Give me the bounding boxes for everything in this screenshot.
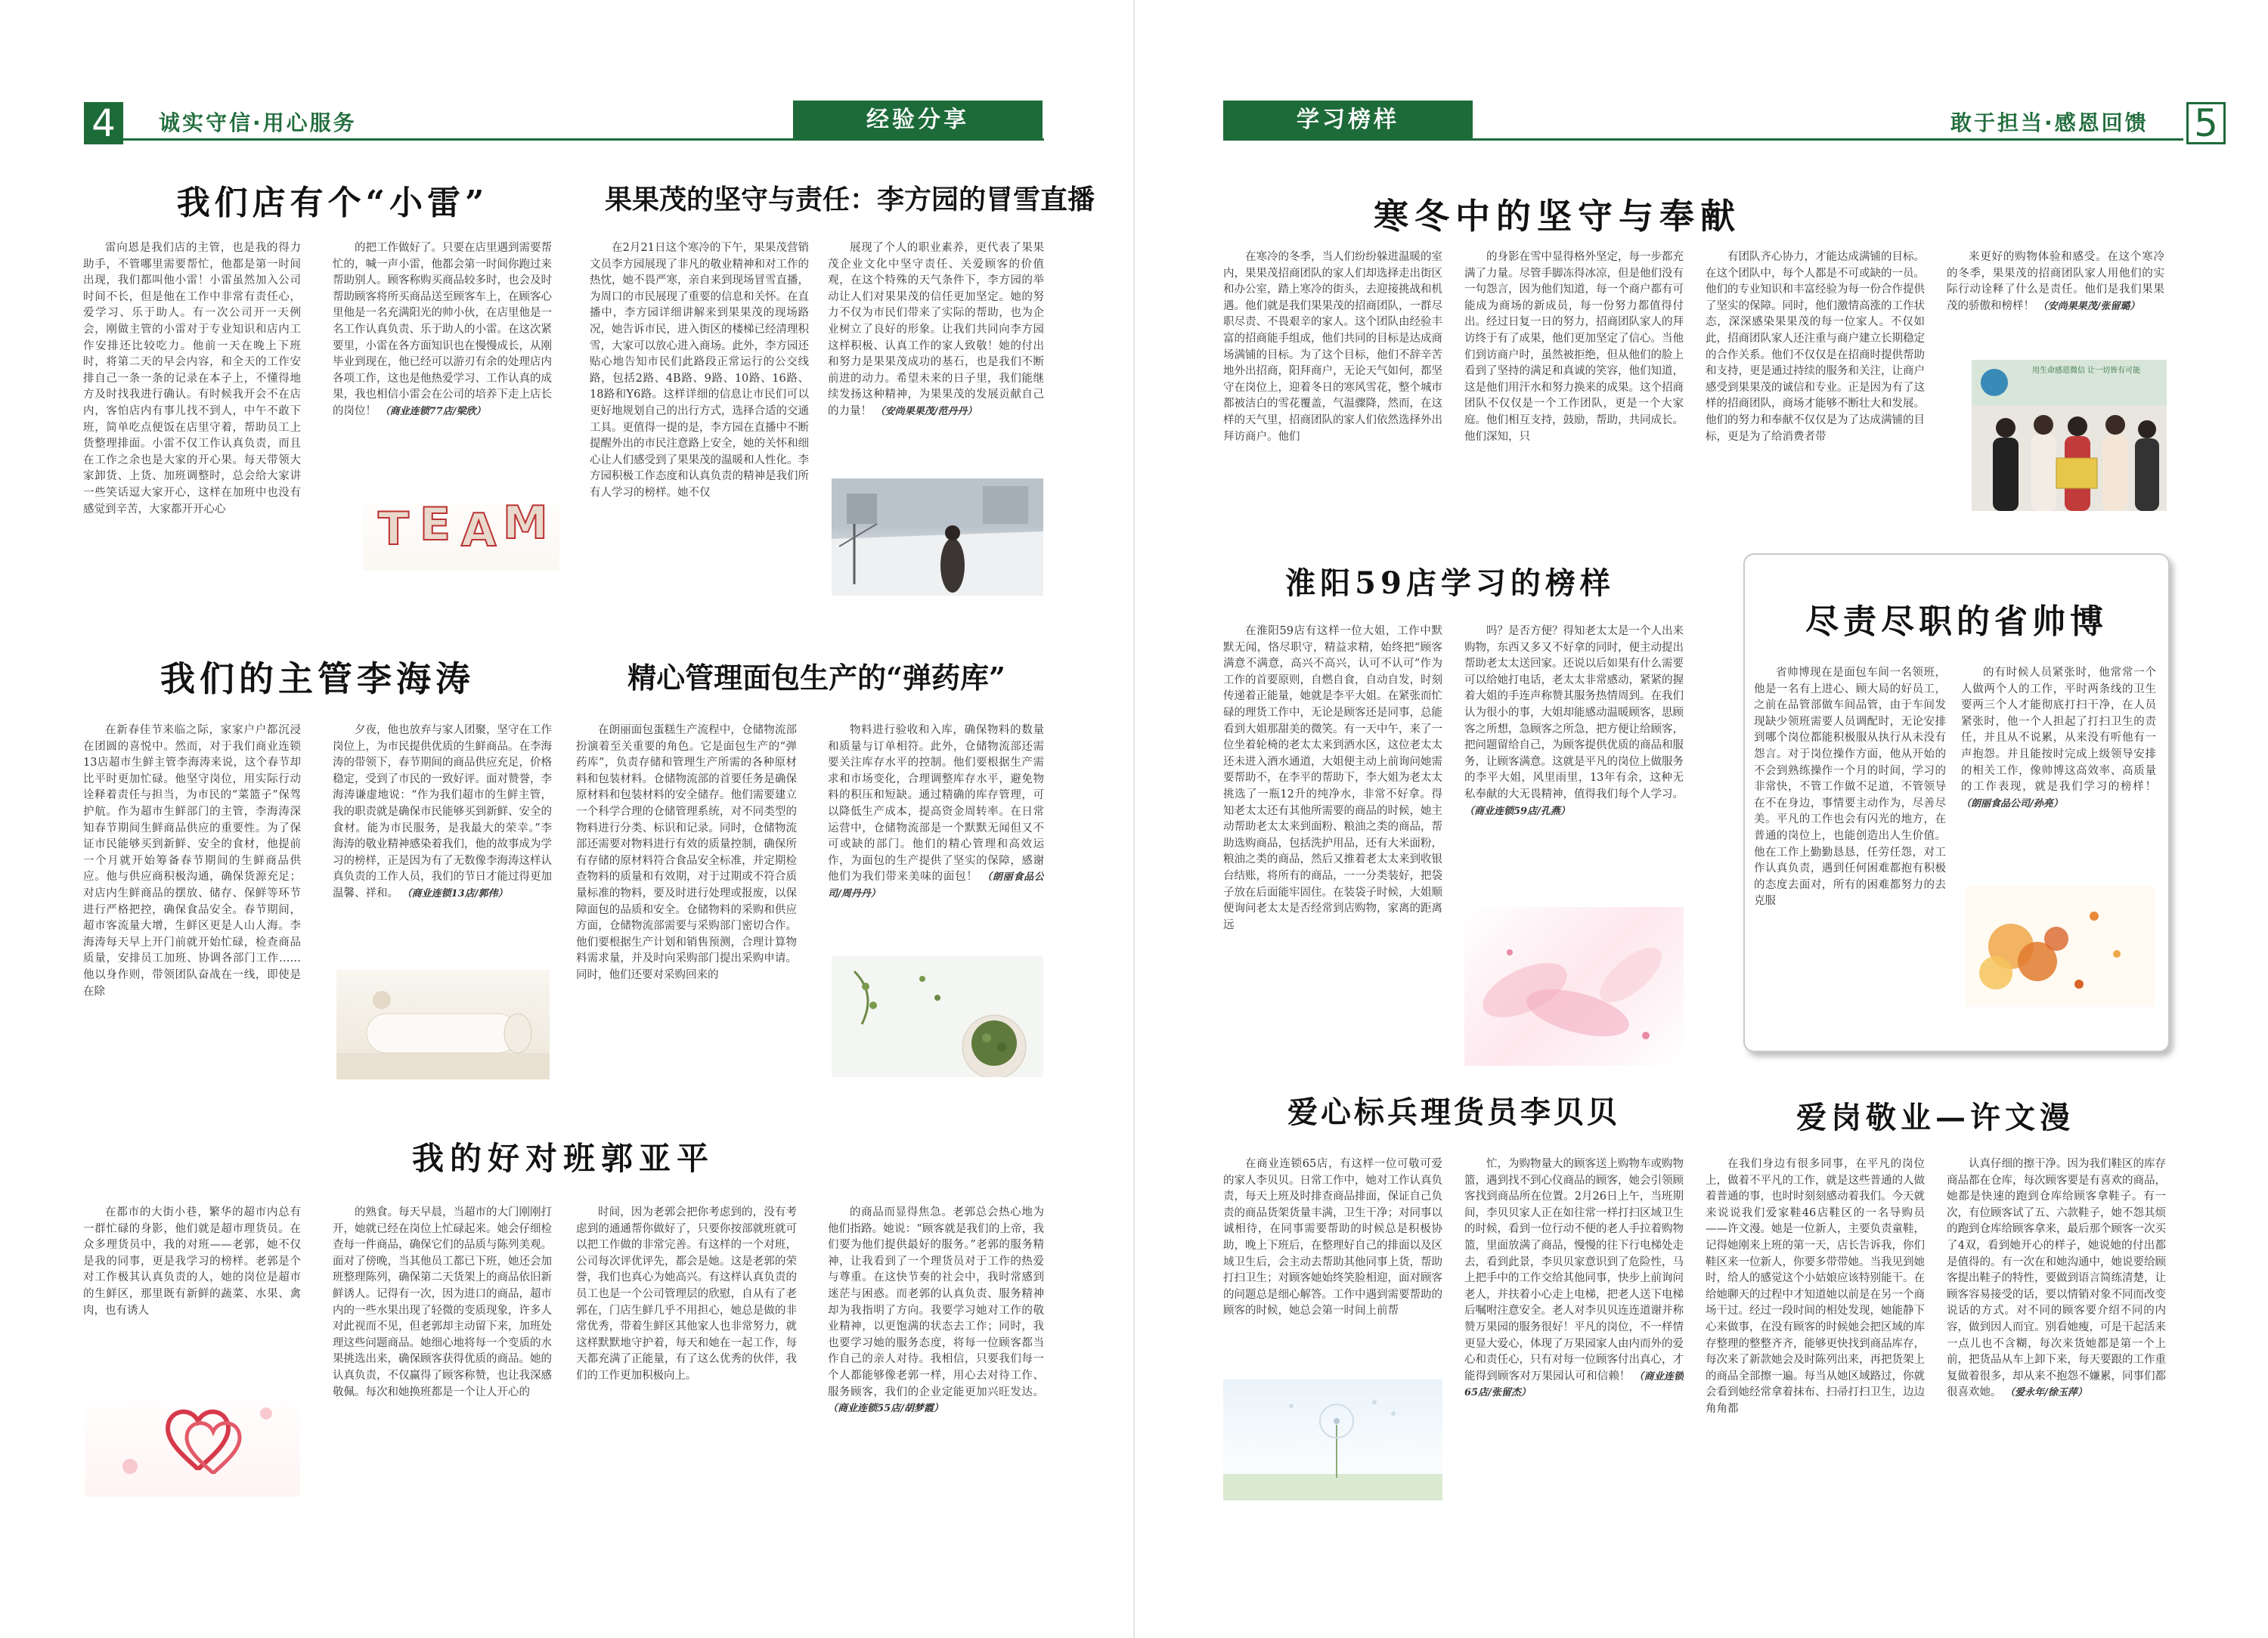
article-byline: （安尚果果茂/范丹丹） xyxy=(875,405,978,417)
page-slogan: 诚实守信·用心服务 xyxy=(159,110,357,135)
article-body: 的有时候人员紧张时，他常常一个人做两个人的工作，平时两条线的卫生要两三个人才能彻底打扫干净，在人员紧张时，他一个人担起了打扫卫生的责任，并且从不说累，从来没有听他有一声抱怨。并且能按时完成上级领导安排的相关工作，像帅博这高效率、高质量的工作表现，就是我们学习的榜样！ xyxy=(1961,667,2156,794)
article-title-guoyaping: 我的好对班郭亚平 xyxy=(411,1140,714,1177)
article-text-xuwenman-col1: 在我们身边有很多同事，在平凡的岗位上，做着不平凡的工作，就是这些普通的人做着普通的事，也时时刻刻感动着我们。今天就来说说我们爱家鞋46店鞋区的一名导购员——许文漫。她是一位新人，主要负责童鞋，记得她刚来上班的第一天，店长告诉我，你们鞋区来一位新人，你要多带带她。当我见到她时，给人的感觉这个小姑娘应该特别能干。在给她聊天的过程中才知道她以前是在另一个商场干过。经过一段时间的相处发现，她能静下心来做事，在没有顾客的时候她会把区域的库存整理的整整齐齐，能够更快找到商品库存，每次来了新款她会及时陈列出来，再把货架上的商品全部擦一遍。每当从她区域路过，你就会看到她经常拿着抹布、扫帚打扫卫生，边边角角都 xyxy=(1706,1158,1925,1415)
article-byline: （商业连锁59店/孔燕） xyxy=(1464,805,1570,817)
team-letter-a: A xyxy=(461,504,497,557)
article-text-guoyaping-col4 xyxy=(828,1205,1044,1500)
team-letters-illustration xyxy=(363,488,559,571)
article-text-lifangyuan-col1: 在2月21日这个寒冷的下午，果果茂营销文员李方园展现了非凡的敬业精神和对工作的热忱，她不畏严寒，亲自来到现场冒雪直播，为周口的市民展现了重要的信息和关怀。在直播中，李方园详细讲解来到果果茂的现场路况，她告诉市民，进入街区的楼梯已经清理积雪，大家可以放心进入商场。此外，李方园还贴心地告知市民们此路段正常运行的公交线路，包括2路、4B路、9路、10路、16路、18路和Y6路。这样详细的信息让市民们可以更好地规划自己的出行方式，选择合适的交通工具。更值得一提的是，李方园在直播中不断提醒外出的市民注意路上安全，她的关怀和细心让人们感受到了果果茂的温暖和人性化。李方园积极工作态度和认真负责的精神是我们所有人学习的榜样。她不仅 xyxy=(590,242,809,499)
article-text-guoyaping-col2: 的熟食。每天早晨，当超市的大门刚刚打开，她就已经在岗位上忙碌起来。她会仔细检查每一件商品，确保它们的品质与陈列美观。面对了傍晚，当其他员工都已下班，她还会加班整理陈列，确保第二天货架上的商品依旧新鲜诱人。记得有一次，因为进口的商品，超市内的一些水果出现了轻微的变质现象，许多人对此视而不见，但老郭却主动留下来，加班处理这些问题商品。她细心地将每一个变质的水果挑选出来，确保顾客获得优质的商品。她的认真负责，不仅赢得了顾客称赞，也让我深感敬佩。每次和她换班都是一个让人开心的 xyxy=(333,1206,552,1398)
article-body: 展现了个人的职业素养，更代表了果果茂企业文化中坚守责任、关爱顾客的价值观，在这个特殊的天气条件下，李方园的举动让人们对果果茂的信任更加坚定。她的努力不仅为市民们带来了实际的帮助，也为企业树立了良好的形象。让我们共同向李方园这样积极、认真工作的家人致敬！她的付出和努力是果果茂成功的基石，也是我们不断前进的动力。希望未来的日子里，我们能继续发扬这种精神，为果果茂的发展贡献自己的力量！ xyxy=(828,242,1044,417)
article-text-libeibei-col2 xyxy=(1464,1157,1684,1504)
article-title-libeibei: 爱心标兵理货员李贝贝 xyxy=(1287,1095,1620,1130)
article-text-guoyaping-col1: 在都市的大街小巷，繁华的超市内总有一群忙碌的身影，他们就是超市理货员。在众多理货员中，我的对班——老郭，她不仅是我的同事，更是我学习的榜样。老郭是个对工作极其认真负责的人，她的岗位是超市的生鲜区，那里既有新鲜的蔬菜、水果、禽肉，也有诱人 xyxy=(83,1206,301,1317)
article-text-lihaitao-col2 xyxy=(333,723,552,965)
herbs-bowl-scene xyxy=(832,956,1043,1077)
article-text-handong-col2: 的身影在雪中显得格外坚定，每一步都充满了力量。尽管手脚冻得冰凉，但是他们没有一句怨言，因为他们知道，每一个商户都有可能成为商场的新成员，每一份努力都值得付出。经过日复一日的努力，招商团队家人的拜访终于有了成果，他们更加坚定了信心。当他们到访商户时，虽然被拒绝，但从他们的脸上看到了坚持的满足和真诚的笑容，他们知道，这是他们用汗水和努力换来的成果。这个招商团队不仅仅是一个工作团队，更是一个大家庭。他们相互支持，鼓励，帮助，共同成长。他们深知，只 xyxy=(1464,251,1684,443)
article-title-handong: 寒冬中的坚守与奉献 xyxy=(1374,196,1741,237)
autumn-leaves-illustration xyxy=(1966,886,2155,1007)
article-byline: （商业连锁13店/郭伟） xyxy=(401,887,508,900)
team-letter-m: M xyxy=(503,497,548,550)
page-5 xyxy=(1134,0,2268,1638)
article-text-lifangyuan-col2 xyxy=(828,240,1044,475)
photo-banner-text: 用生命感恩微信 让一切皆有可能 xyxy=(2032,367,2141,375)
article-text-libeibei-col1: 在商业连锁65店，有这样一位可敬可爱的家人李贝贝。日常工作中，她对工作认真负责，每天上班及时排查商品排面，保证自己负责的商品货架货量丰满，卫生干净；对同事以诚相待，在同事需要帮助的时候总是积极协助，晚上下班后，在整理好自己的排面以及区域卫生后，会主动去帮助其他同事上货，帮助打扫卫生；对顾客她始终笑脸相迎，面对顾客的问题总是细心解答。工作中遇到需要帮助的顾客的时候，她总会第一时间上前帮 xyxy=(1223,1158,1442,1318)
petal-shapes xyxy=(1464,907,1684,1066)
article-text-danyaoku-col1: 在朗丽面包蛋糕生产流程中，仓储物流部扮演着至关重要的角色。它是面包生产的“弹药库”，负责存储和管理生产所需的各种原材料和包装材料。仓储物流部的首要任务是确保原材料和包装材料的安全储存。他们需要建立一个科学合理的仓储管理系统，对不同类型的物料进行分类、标识和记录。同时，仓储物流部还需要对物料进行有效的质量控制，确保所有存储的原材料符合食品安全标准，并定期检查物料的质量和有效期，对于过期或不符合质量标准的物料，要及时进行处理或报废，以保障面包的品质和安全。仓储物料的采购和供应方面，仓储物流部需要与采购部门密切合作。他们要根据生产计划和销售预测，合理计算物料需求量，并及时向采购部门提出采购申请。同时，他们还要对采购回来的 xyxy=(576,724,797,981)
article-body: 夕夜，他也放弃与家人团聚，坚守在工作岗位上，为市民提供优质的生鲜商品。在李海涛的带领下，春节期间的商品供应充足，价格稳定，受到了市民的一致好评。面对赞誉，李海涛谦虚地说：“作为我们超市的生鲜主管，我的职责就是确保市民能够买到新鲜、安全的食材。能为市民服务，是我最大的荣幸。”李海涛的敬业精神感染着我们，他的故事成为学习的榜样，正是因为有了无数像李海涛这样认真负责的工作人员，我们的节日才能过得更加温馨、祥和。 xyxy=(333,724,552,900)
article-text-handong-col3: 有团队齐心协力，才能达成满铺的目标。在这个团队中，每个人都是不可或缺的一员。他们的专业知识和丰富经验为每一份合作提供了坚实的保障。同时，他们激情高涨的工作状态，深深感染果果茂的每一位家人。不仅如此，招商团队家人还注重与商户建立长期稳定的合作关系。他们不仅仅是在招商时提供帮助和支持，更是通过持续的服务和关注，让商户感受到果果茂的诚信和专业。正是因为有了这样的招商团队，商场才能够不断壮大和发展。他们的努力和奉献不仅仅是为了达成满铺的目标，更是为了给消费者带 xyxy=(1706,251,1925,443)
section-label: 学习榜样 xyxy=(1223,101,1473,140)
article-text-shengshuaibo-col1: 省帅博现在是面包车间一名领班，他是一名有上进心、顾大局的好员工，之前在品管部做车间品管，由于车间发现缺少领班需要人员调配时，无论安排到哪个岗位都能积极服从执行从未没有怨言。对于岗位操作方面，他从开始的不会到熟练操作一个月的时间，学习的非常快，不管工作做不足道，不管领导在不在身边，事情要主动作为，尽善尽美。平凡的工作也会有闪光的地方，在普通的岗位上，也能创造出人生价值。他在工作上勤勤恳恳，任劳任怨，对工作认真负责，遇到任何困难都抱有积极的态度去面对，所有的困难都努力的去克服 xyxy=(1754,667,1946,908)
article-body: 来更好的购物体验和感受。在这个寒冷的冬季，果果茂的招商团队家人用他们的实际行动诠释了什么是责任。他们是我们果果茂的骄傲和榜样！ xyxy=(1947,251,2164,312)
article-title-xiaolei: 我们店有个“小雷” xyxy=(176,184,489,222)
team-group-photo xyxy=(1972,360,2167,511)
article-text-xiaolei-col2 xyxy=(333,240,552,490)
snowy-street-photo xyxy=(832,478,1043,596)
article-title-huaiyang: 淮阳59店学习的榜样 xyxy=(1285,565,1615,601)
article-body: 的把工作做好了。只要在店里遇到需要帮忙的，喊一声小雷，他都会第一时间你跑过来帮助别人。顾客称购买商品较多时，也会及时帮助顾客将所买商品送至顾客车上，在顾客心里他是一名充满阳光的帅小伙，在店里他是一名工作认真负责、乐于助人的小雷。在这次紧要里，小雷在各方面知识也在慢慢成长，从刚毕业到现在，他已经可以游刃有余的处理店内各项工作，这也是他热爱学习、工作认真的成果，我也相信小雷会在公司的培养下走上店长的岗位！ xyxy=(333,242,552,417)
article-body: 物料进行验收和入库，确保物料的数量和质量与订单相符。此外，仓储物流部还需要关注库存水平的控制。他们要根据生产需求和市场变化，合理调整库存水平，避免物料的积压和短缺。通过精确的库存管理，可以降低生产成本，提高资金周转率。在日常运营中，仓储物流部是一个默默无闻但又不可或缺的部门。他们的精心管理和高效运作，为面包的生产提供了坚实的保障，感谢他们为我们带来美味的面包！ xyxy=(828,724,1044,884)
article-byline: （商业连锁55店/胡梦霞） xyxy=(828,1403,943,1415)
header-rule xyxy=(123,138,789,141)
article-text-shengshuaibo-col2 xyxy=(1961,665,2156,884)
article-body: 忙，为购物量大的顾客送上购物车或购物篮，遇到找不到心仪商品的顾客，她会引领顾客找到商品所在位置。2月26日上午，当班期间，李贝贝家人正在如往常一样打扫区域卫生的时候，看到一位行动不便的老人手拉着购物篮，里面放满了商品，慢慢的往下行电梯处走去，看到此景，李贝贝家意识到了危险性，马上把手中的工作交给其他同事，快步上前询问老人，并扶着小心走上电梯，把老人送下电梯后嘱咐注意安全。老人对李贝贝连连道谢并称赞万果园的服务很好！平凡的岗位，不一样情更显大爱心，体现了万果园家人由内而外的爱心和责任心，只有对每一位顾客付出真心，才能得到顾客对万果园认可和信赖！ xyxy=(1464,1158,1684,1383)
dandelion-shapes xyxy=(1223,1379,1442,1500)
pink-petals-illustration xyxy=(1464,907,1684,1066)
article-title-lihaitao: 我们的主管李海涛 xyxy=(160,658,475,699)
snowy-street-scene xyxy=(832,478,1043,596)
article-text-handong-col1: 在寒冷的冬季，当人们纷纷躲进温暖的室内，果果茂招商团队的家人们却选择走出街区和办公室，踏上寒冷的街头，去迎接挑战和机遇。他们就是我们果果茂的招商团队，一群尽职尽责、不畏艰辛的家人。这个团队由经验丰富的招商能手组成，他们共同的目标是达成商场满铺的目标。为了这个目标，他们不辞辛苦地外出招商，阳拜商户，无论天气如何，都坚守在岗位上，迎着冬日的寒风雪花，整个城市都被洁白的雪花覆盖，气温骤降，然而，在这样的天气里，招商团队的家人们依然选择外出拜访商户。他们 xyxy=(1223,251,1442,443)
hearts-illustration xyxy=(85,1383,300,1497)
page-number-badge: 5 xyxy=(2186,102,2226,144)
article-text-huaiyang-col1: 在淮阳59店有这样一位大姐，工作中默默无闻，恪尽职守，精益求精，始终把“顾客满意不满意，高兴不高兴，认可不认可”作为工作的首要原则，自燃自食，自动自发，时刻传递着正能量，她就是李平大姐。在紧张而忙碌的理货工作中，无论是顾客还是同事，总能看到大姐那甜美的微笑。有一天中午，来了一位坐着轮椅的老太太来到酒水区，这位老太太还未进入酒水通道，大姐便主动上前询问她需要帮助不，在李平的帮助下，李大姐为老太太挑选了一瓶12升的纯净水，非常不好拿。得知老太太还有其他所需要的商品的时候，她主动帮助老太太来到面粉、粮油之类的商品，帮助选购商品，包括洗护用品，还有大米面粉，粮油之类的商品，然后又推着老太太来到收银台结账，将所有的商品，一一分类装好，把袋子放在后面能牢固住。在装袋子时候，大姐顺便询问老太太是否经常到店购物，家离的距离远 xyxy=(1223,625,1442,931)
article-title-xuwenman: 爱岗敬业—许文漫 xyxy=(1796,1100,2074,1135)
herbs-bowl-photo xyxy=(832,956,1043,1077)
team-letter-e: E xyxy=(420,498,451,551)
article-byline: （商业连锁65店/张留杰） xyxy=(1464,1370,1684,1399)
article-byline: （朗丽食品公司/周丹丹） xyxy=(828,872,1044,900)
section-label: 经验分享 xyxy=(793,101,1043,140)
article-text-lihaitao-col1: 在新春佳节来临之际，家家户户都沉浸在团圆的喜悦中。然而，对于我们商业连锁13店超市生鲜主管李海涛来说，这个春节却比平时更加忙碌。他坚守岗位，用实际行动诠释着责任与担当，为市民的“菜篮子”保驾护航。作为超市生鲜部门的主管，李海涛深知春节期间生鲜商品供应的重要性。为了保证市民能够买到新鲜、安全的食材，他提前一个月就开始筹备春节期间的生鲜商品供应。他与供应商积极沟通，确保货源充足；对店内生鲜商品的摆放、储存、保鲜等环节进行严格把控，确保食品安全。春节期间，超市客流量大增，生鲜区更是人山人海。李海涛每天早上开门前就开始忙碌，检查商品质量，安排员工加班、协调各部门工作……他以身作则，带领团队奋战在一线，即使是在除 xyxy=(83,724,301,998)
article-title-danyaoku: 精心管理面包生产的“弹药库” xyxy=(627,661,1005,695)
towel-roll-photo xyxy=(336,970,550,1079)
group-photo-scene xyxy=(1972,360,2167,511)
towel-roll-scene xyxy=(336,970,550,1079)
page-number-badge: 4 xyxy=(84,102,123,144)
article-text-xuwenman-col2 xyxy=(1947,1157,2166,1504)
article-text-handong-col4 xyxy=(1947,249,2164,348)
article-text-guoyaping-col3: 时间，因为老郭会把你考虑到的，没有考虑到的通通帮你做好了，只要你按部就班就可以把工作做的非常完善。有这样的一个对班，公司每次评优评先，都会是她。这是老郭的荣誉，我们也真心为她高兴。有这样认真负责的员工也是一个公司管理层的欣慰，自从有了老郭在，门店生鲜几乎不用担心，她总是做的非常优秀，带着生鲜区其他家人也非常努力，就这样默默地守护着，每天和她在一起工作，每天都充满了正能量，有了这么优秀的伙伴，我们的工作更加积极向上。 xyxy=(576,1206,797,1382)
article-byline: （朗丽食品公司/孙亮） xyxy=(1961,797,2063,810)
page-slogan: 敢于担当·感恩回馈 xyxy=(1950,110,2149,135)
article-byline: （爱永年/徐玉萍） xyxy=(2005,1387,2087,1399)
leaf-shapes xyxy=(1966,886,2155,1007)
article-body: 吗？是否方便？得知老太太是一个人出来购物，东西又多又不好拿的同时，便主动提出帮助老太太送回家。还说以后如果有什么需要可以给她打电话，老太太非常感动，紧紧的握着大姐的手连声称赞其服务热情周到。在我们认为很小的事，大姐却能感动温暖顾客，思顾客之所想，急顾客之所急，把方便让给顾客，把问题留给自己，为顾客提供优质的商品和服务，让顾客满意。这就是平凡的岗位上做服务的李平大姐，风里雨里，13年有余，这种无私奉献的大无畏精神，值得我们每个人学习。 xyxy=(1464,625,1684,800)
heart-shapes xyxy=(85,1383,300,1497)
article-body: 的商品而显得焦急。老郭总会热心地为他们指路。她说：“顾客就是我们的上帝，我们要为他们提供最好的服务。”老郭的服务精神，让我看到了一个理货员对于工作的热爱与尊重。在这快节奏的社会中，我时常感到迷茫与困惑。而老郭的认真负责、服务精神却为我指明了方向。我要学习她对工作的敬业精神，以更饱满的状态去工作；同时，我也要学习她的服务态度，将每一位顾客都当作自己的亲人对待。我相信，只要我们每一个人都能够像老郭一样，用心去对待工作、服务顾客，我们的企业定能更加兴旺发达。 xyxy=(828,1206,1044,1398)
team-letter-t: T xyxy=(378,503,409,556)
article-byline: （安尚果果茂/张留璐） xyxy=(2037,300,2140,312)
article-title-lifangyuan: 果果茂的坚守与责任：李方园的冒雪直播 xyxy=(605,184,1095,215)
article-body: 认真仔细的擦干净。因为我们鞋区的库存商品都在仓库，每次顾客要是有喜欢的商品，她都是快速的跑到仓库给顾客拿鞋子。有一次，有位顾客试了五、六款鞋子，她不怨其烦的跑到仓库给顾客拿来，最后那个顾客一次买了4双，看到她开心的样子，她说她的付出都是值得的。有一次在和她沟通中，她说要给顾客提出鞋子的特性，要做到语言简练清楚，让顾客容易接受的话，要以情销对象不同而改变说话的方式。对不同的顾客要介绍不同的内容，做到因人而宜。别看她瘦，可是干起活来一点儿也不含糊，每次来货她都是第一个上前，把货品从车上卸下来，每天要跟的工作重复做着很多，却从来不抱怨不嫌累，同事们都很喜欢她。 xyxy=(1947,1158,2166,1399)
article-byline: （商业连锁77店/梁欣） xyxy=(380,405,486,417)
article-text-huaiyang-col2 xyxy=(1464,624,1684,896)
article-text-xiaolei-col1: 雷向恩是我们店的主管，也是我的得力助手，不管哪里需要帮忙，他都是第一时间出现，我们都叫他小雷！小雷虽然加入公司时间不长，但是他在工作中非常有责任心，爱学习、乐于助人。有一次公司开一天例会，刚做主管的小雷对于专业知识和店内工作安排还比较吃力。他前一天在晚上下班时，将第二天的早会内容，和全天的工作安排自己一条一条的记录在本子上，不懂得地方及时找我进行确认。有时候我开会不在店内，客怕店内有事儿找不到人，中午不敢下班，简单吃点便饭在店里守着，帮助员工上货整理排面。小雷不仅工作认真负责，而且在工作之余也是大家的开心果。每天带领大家卸货、上货、加班调整时，总会给大家讲一些笑话逗大家开心，这样在加班中也没有感觉到辛苦，大家都开开心心 xyxy=(83,242,301,516)
article-title-shengshuaibo: 尽责尽职的省帅博 xyxy=(1805,602,2108,641)
dandelion-illustration xyxy=(1223,1379,1442,1500)
article-text-danyaoku-col2 xyxy=(828,723,1044,949)
